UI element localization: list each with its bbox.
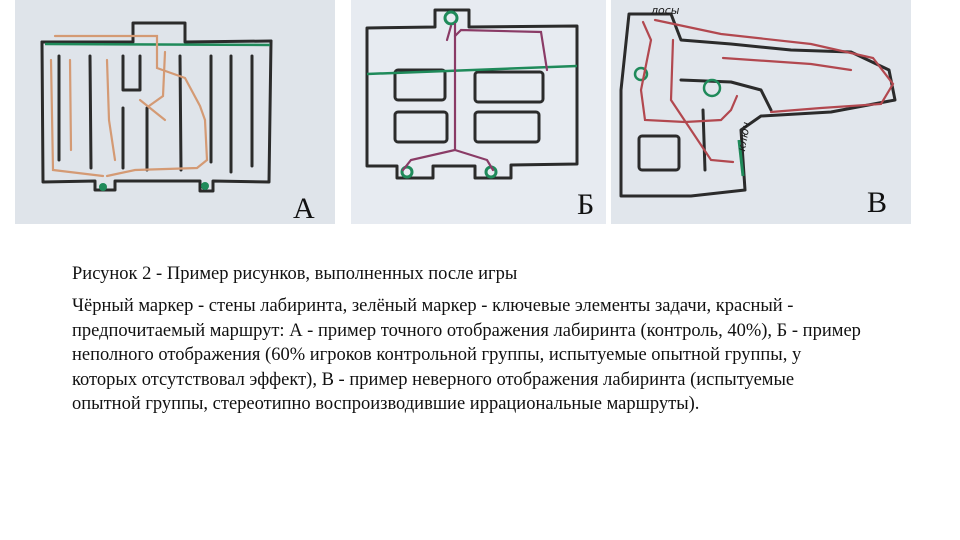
figure-caption-title: Рисунок 2 - Пример рисунков, выполненных после игры <box>72 264 518 284</box>
panel-letter-c: В <box>867 186 888 219</box>
figure-panel-b <box>351 0 606 224</box>
maze-drawing-c <box>611 0 911 224</box>
figure-panel-c <box>611 0 911 224</box>
maze-drawing-b <box>351 0 606 224</box>
handwritten-label-side: ключ <box>735 121 753 153</box>
key-elements <box>367 12 577 177</box>
maze-walls <box>367 10 577 178</box>
preferred-route <box>51 36 207 176</box>
maze-drawing-a <box>15 0 335 224</box>
panel-letter-a: А <box>293 192 315 224</box>
panel-letter-b: Б <box>577 188 595 221</box>
handwritten-label-top: лосы <box>651 4 680 17</box>
figure-panel-a <box>15 0 335 224</box>
figure-caption-body: Чёрный маркер - стены лабиринта, зелёный маркер - ключевые элементы задачи, красный - предпочитаемый маршрут: А - пример точного отображения лабиринта (контроль, 40%), Б - пример неполного отображения (60% игроков контрольной группы, испытуемые опытной группы, у которых отсутствовал эффект), В - пример неверного отображения лабиринта (испытуемые опытной группы, стереотипно воспроизводившие иррациональные маршруты). <box>72 296 861 415</box>
